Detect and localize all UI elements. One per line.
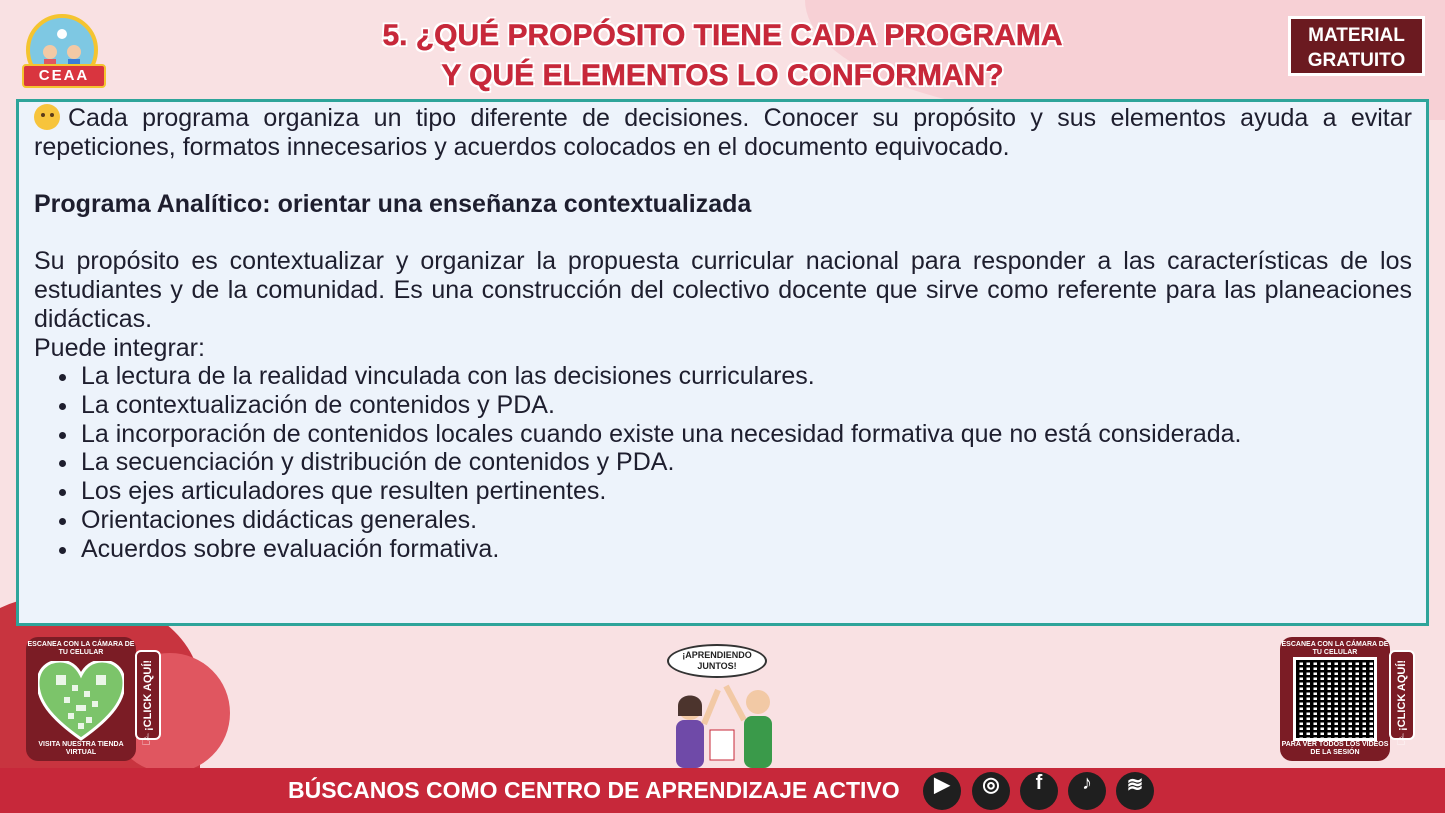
badge-line-2: GRATUITO: [1307, 50, 1406, 71]
elements-list: [34, 362, 1412, 563]
videos-qr-card[interactable]: [1280, 637, 1390, 761]
list-item: • La contextualización de contenidos y PDA.: [79, 391, 1412, 420]
qr-caption: ESCANEA CON LA CÁMARA DE TU CELULAR: [27, 641, 135, 656]
pointer-hand-icon: ☝: [141, 730, 151, 749]
free-material-badge: [1288, 16, 1425, 76]
logo-text: CEAA: [22, 64, 106, 88]
speech-bubble: ¡APRENDIENDO JUNTOS!: [667, 644, 767, 678]
ceaa-logo[interactable]: [20, 14, 104, 92]
tiktok-icon[interactable]: ♪: [1068, 772, 1106, 810]
instagram-icon[interactable]: ◎: [972, 772, 1010, 810]
list-intro: Puede integrar:: [34, 333, 205, 362]
facebook-icon[interactable]: f: [1020, 772, 1058, 810]
qr-code-icon: [1293, 657, 1377, 741]
spotify-icon[interactable]: ≋: [1116, 772, 1154, 810]
click-here-tab-right[interactable]: ¡CLICK AQUÍ!: [1389, 650, 1415, 740]
store-qr-card[interactable]: [26, 637, 136, 761]
section-title: Programa Analítico: orientar una enseñanza contextualizada: [34, 190, 752, 219]
list-item: • La secuenciación y distribución de contenidos y PDA.: [79, 448, 1412, 477]
footer-text: BÚSCANOS COMO CENTRO DE APRENDIZAJE ACTIVO: [288, 777, 900, 803]
title-line-2: Y QUÉ ELEMENTOS LO CONFORMAN?: [441, 59, 1004, 92]
badge-line-1: MATERIAL: [1308, 25, 1405, 46]
qr-caption: ESCANEA CON LA CÁMARA DE TU CELULAR: [1281, 641, 1389, 656]
qr-footer: PARA VER TODOS LOS VIDEOS DE LA SESIÓN: [1281, 741, 1389, 756]
list-item: • Los ejes articuladores que resulten pertinentes.: [79, 477, 1412, 506]
click-here-tab-left[interactable]: ¡CLICK AQUÍ!: [135, 650, 161, 740]
qr-heart-code-icon: [38, 661, 124, 741]
purpose-paragraph: Su propósito es contextualizar y organizar la propuesta curricular nacional para responder a las características de los estudiantes y de la comunidad. Es una construcción del colectivo docente que sirve como referente para las planeaciones didácticas.: [34, 247, 1412, 333]
list-item: • La incorporación de contenidos locales cuando existe una necesidad formativa que no está considerada.: [79, 420, 1412, 449]
footer-bar: [0, 768, 1445, 813]
content-panel: [16, 99, 1429, 626]
list-item: • La lectura de la realidad vinculada con las decisiones curriculares.: [79, 362, 1412, 391]
page-title: [260, 16, 1185, 96]
youtube-icon[interactable]: ▶: [923, 772, 961, 810]
thinking-face-icon: [34, 104, 60, 130]
teachers-illustration-icon: [660, 680, 785, 770]
title-line-1: 5. ¿QUÉ PROPÓSITO TIENE CADA PROGRAMA: [382, 19, 1063, 52]
list-item: • Orientaciones didácticas generales.: [79, 506, 1412, 535]
qr-footer: VISITA NUESTRA TIENDA VIRTUAL: [38, 741, 124, 756]
intro-text: Cada programa organiza un tipo diferente de decisiones. Conocer su propósito y sus elementos ayuda a evitar repeticiones, formatos innecesarios y acuerdos colocados en el documento equivocado.: [34, 104, 1412, 161]
intro-paragraph: [34, 104, 1412, 161]
list-item: • Acuerdos sobre evaluación formativa.: [79, 535, 1412, 564]
pointer-hand-icon: ☝: [1396, 730, 1406, 749]
